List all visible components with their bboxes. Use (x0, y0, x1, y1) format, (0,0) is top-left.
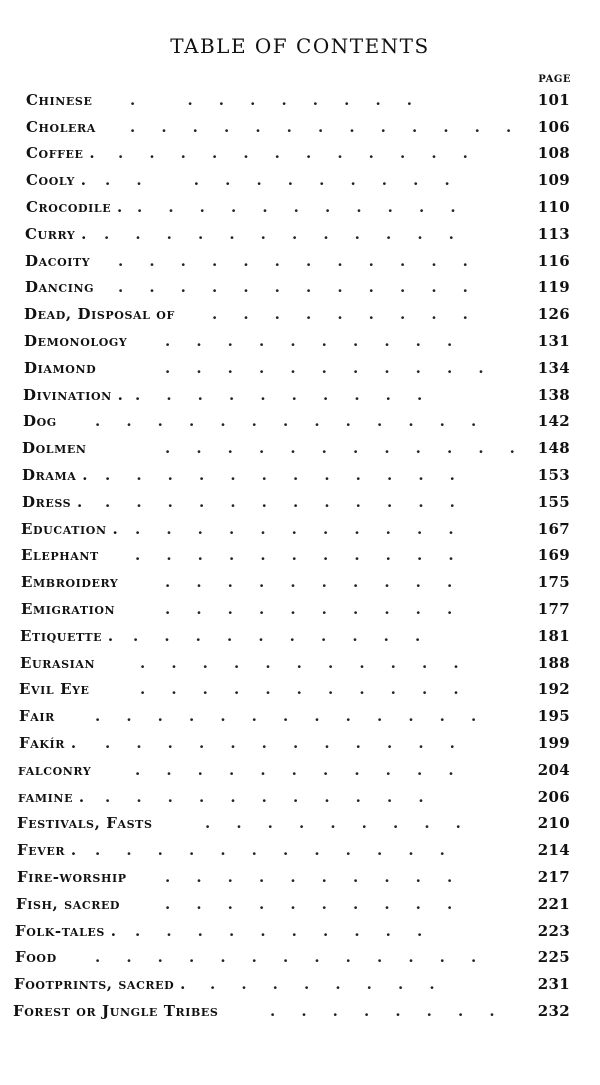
toc-entry-leader-dots: . . . . . . . . . . . (105, 787, 424, 806)
page-column-label: PAGE (538, 74, 571, 85)
toc-entry-leader-dots: . . . . . . . . . . . (137, 197, 456, 216)
toc-entry-label: Cholera (26, 117, 96, 136)
toc-entry-leader-dots: . . . . . . . . . . . (165, 358, 484, 377)
toc-entry (0, 247, 600, 274)
toc-entry-leader-dots: . . . . . . . . . . . (140, 653, 459, 672)
toc-entry-page-number: 210 (537, 814, 570, 833)
toc-entry-label: Diamond (24, 358, 97, 377)
toc-entry (0, 756, 600, 783)
toc-entry-leader-dots: . . . . . . . . . (212, 305, 468, 324)
toc-entry (0, 542, 600, 569)
toc-entry-page-number: 119 (537, 278, 570, 297)
toc-entry-label: Forest or Jungle Tribes (13, 1001, 219, 1020)
toc-entry-label: Evil Eye (19, 680, 90, 699)
toc-entry-page-number: 109 (537, 171, 570, 190)
toc-entry-leader-dots: . . . . . . . . . . (165, 867, 453, 886)
toc-entry (0, 86, 600, 113)
toc-entry-leader-dots: . . . . . . . . . . . (135, 760, 454, 779)
toc-entry-label: famine . (18, 787, 85, 806)
toc-entry-leader-dots: . . . . . . . . . . . . (95, 841, 445, 860)
toc-entry-label: Dancing (25, 278, 95, 297)
toc-entry-label: Fever . (17, 841, 77, 860)
toc-entry (0, 702, 600, 729)
toc-entry-page-number: 108 (537, 144, 570, 163)
toc-entry-label: Drama . (22, 465, 89, 484)
toc-entry-page-number: 195 (537, 707, 570, 726)
toc-entry-label: Fish, sacred (16, 894, 121, 913)
toc-entry-label: Fair (19, 707, 55, 726)
toc-entry-label: Curry . (25, 224, 87, 243)
toc-entry (0, 783, 600, 810)
toc-entry-page-number: 110 (537, 197, 570, 216)
toc-entry-leader-dots: . . . . . . . . . . . . . (95, 707, 477, 726)
toc-entry (0, 193, 600, 220)
toc-entry (0, 300, 600, 327)
toc-entry-page-number: 138 (537, 385, 570, 404)
toc-entry-label: Demonology (24, 331, 128, 350)
toc-entry-label: Education . (21, 519, 119, 538)
toc-entry-page-number: 116 (537, 251, 570, 270)
toc-entry (0, 113, 600, 140)
toc-entry-page-number: 192 (537, 680, 570, 699)
toc-entry-page-number: 175 (537, 573, 570, 592)
toc-entry (0, 836, 600, 863)
page-title: TABLE OF CONTENTS (170, 34, 430, 58)
toc-entry (0, 622, 600, 649)
toc-entry-leader-dots: . . . . . . . . . . . (135, 519, 454, 538)
toc-entry-page-number: 169 (537, 546, 570, 565)
toc-entry-page-number: 153 (537, 465, 570, 484)
toc-entry-leader-dots: . . . . . . . . . . (165, 894, 453, 913)
toc-entry (0, 488, 600, 515)
toc-entry-page-number: 214 (537, 841, 570, 860)
toc-entry-page-number: 113 (537, 224, 570, 243)
toc-entry-label: Dacoity (25, 251, 91, 270)
toc-entry-leader-dots: . . . . . . . . . . . . (105, 492, 455, 511)
toc-entry-label: Dolmen (22, 439, 87, 458)
toc-entry-page-number: 142 (537, 412, 570, 431)
toc-entry (0, 863, 600, 890)
toc-entry-leader-dots: . . . . . . . . . . . . (165, 439, 515, 458)
toc-entry-page-number: 155 (537, 492, 570, 511)
toc-entry (0, 381, 600, 408)
toc-entry-label: Eurasian (20, 653, 96, 672)
toc-entry (0, 274, 600, 301)
toc-entry-page-number: 225 (537, 948, 570, 967)
toc-entry-label: Coffee . (26, 144, 96, 163)
toc-entry-label: Divination . (23, 385, 124, 404)
toc-entry-leader-dots: . . . . . . . . . . . . . (95, 948, 477, 967)
toc-entry (0, 917, 600, 944)
toc-entry-page-number: 204 (537, 760, 570, 779)
toc-entry-page-number: 181 (537, 626, 570, 645)
toc-entry-page-number: 177 (537, 599, 570, 618)
toc-entry-page-number: 223 (537, 921, 570, 940)
toc-entry-page-number: 188 (537, 653, 570, 672)
toc-entry-leader-dots: . . . . . . . . . (205, 814, 461, 833)
toc-entry-leader-dots: . . . . . . . . . . . . (118, 144, 468, 163)
toc-entry (0, 890, 600, 917)
toc-entry-leader-dots: . . . . . . . . . . (165, 331, 453, 350)
toc-entry (0, 354, 600, 381)
toc-entry-label: Dress . (22, 492, 83, 511)
toc-entry-leader-dots: . . . . . . . . (270, 1001, 495, 1020)
toc-entry-label: Cooly . (26, 171, 87, 190)
toc-entry (0, 434, 600, 461)
toc-entry-leader-dots: . . . . . . . . . . . . . (95, 412, 477, 431)
toc-entry-leader-dots: . . . . . . . . . . . . . (130, 117, 512, 136)
toc-entry-page-number: 106 (537, 117, 570, 136)
toc-entry-label: Folk-tales . (15, 921, 117, 940)
toc-entry-leader-dots: . . . . . . . . (210, 975, 435, 994)
toc-entry-label: Festivals, Fasts (17, 814, 153, 833)
toc-entry-page-number: 206 (537, 787, 570, 806)
toc-entry (0, 515, 600, 542)
toc-entry-leader-dots: . . . . . . . . . . (133, 626, 421, 645)
toc-entry-label: Elephant (21, 546, 99, 565)
toc-entry-label: Chinese (26, 90, 93, 109)
toc-entry-leader-dots: . . . . . . . . . . . . (105, 465, 455, 484)
toc-entry (0, 327, 600, 354)
toc-entry (0, 649, 600, 676)
toc-entry-label: Fakír . (19, 733, 77, 752)
toc-entry (0, 166, 600, 193)
toc-entry (0, 220, 600, 247)
toc-entry (0, 568, 600, 595)
toc-entry (0, 944, 600, 971)
toc-entry-leader-dots: . . . . . . . . . . . . (118, 251, 468, 270)
toc-entry-page-number: 231 (537, 975, 570, 994)
toc-entry-leader-dots: . . . . . . . . . . (165, 599, 453, 618)
toc-entry-page-number: 217 (537, 867, 570, 886)
toc-entry-leader-dots: . . . . . . . . . . (135, 921, 423, 940)
toc-entry-label: Dead, Disposal of (24, 305, 175, 324)
toc-entry-label: Dog (23, 412, 57, 431)
toc-entry-label: falconry (18, 760, 92, 779)
toc-entry-label: Fire-worship (17, 867, 127, 886)
toc-entry-page-number: 221 (537, 894, 570, 913)
toc-entry-leader-dots: . . . . . . . . . . . . (105, 733, 455, 752)
toc-entry-label: Crocodile . (26, 197, 123, 216)
toc-entry (0, 810, 600, 837)
toc-entry-label: Embroidery (21, 573, 119, 592)
toc-entry-leader-dots: . . . . . . . . . . (135, 385, 423, 404)
toc-entry-page-number: 126 (537, 305, 570, 324)
toc-entry (0, 140, 600, 167)
toc-entry (0, 595, 600, 622)
toc-entry-label: Food (15, 948, 57, 967)
toc-entry (0, 997, 600, 1024)
toc-entry-label: Etiquette . (20, 626, 114, 645)
toc-entry (0, 970, 600, 997)
toc-entry-label: Footprints, sacred . (14, 975, 186, 994)
toc-entry-label: Emigration (21, 599, 116, 618)
toc-entry-leader-dots: . . . . . . . . . (130, 90, 412, 109)
toc-entry-leader-dots: . . . . . . . . . . . (135, 546, 454, 565)
toc-entry (0, 729, 600, 756)
toc-entry-page-number: 148 (537, 439, 570, 458)
contents-list (0, 86, 600, 1024)
toc-entry-leader-dots: . . . . . . . . . . . . (104, 224, 454, 243)
toc-entry-leader-dots: . . . . . . . . . . (165, 573, 453, 592)
toc-entry-page-number: 232 (537, 1001, 570, 1020)
toc-entry (0, 461, 600, 488)
toc-entry-leader-dots: . . . . . . . . . . . (105, 171, 450, 190)
toc-entry (0, 676, 600, 703)
toc-entry-page-number: 101 (537, 90, 570, 109)
toc-entry-page-number: 167 (537, 519, 570, 538)
toc-entry-page-number: 134 (537, 358, 570, 377)
toc-entry-leader-dots: . . . . . . . . . . . . (118, 278, 468, 297)
toc-entry-leader-dots: . . . . . . . . . . . (140, 680, 459, 699)
toc-entry-page-number: 199 (537, 733, 570, 752)
toc-entry (0, 408, 600, 435)
toc-entry-page-number: 131 (537, 331, 570, 350)
